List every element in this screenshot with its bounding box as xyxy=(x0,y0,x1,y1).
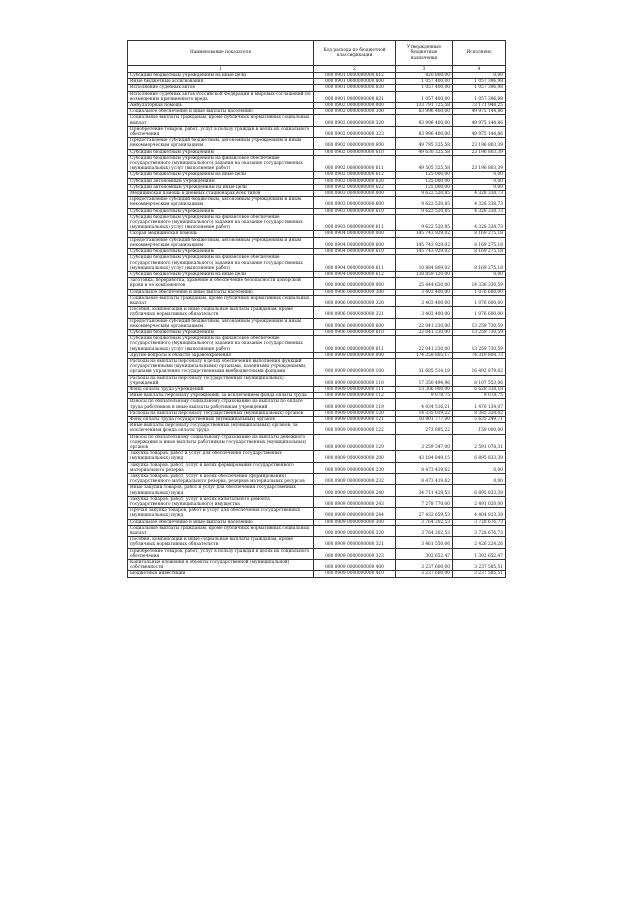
row-name: Пособия, компенсации и иные социальные выплаты гражданам, кроме публичных нормативных обязательств xyxy=(128,537,314,548)
row-name: Иные бюджетные ассигнования xyxy=(128,79,314,85)
row-plan: 22 041 230,00 xyxy=(396,336,453,353)
row-plan: 13 306 900,00 xyxy=(396,386,453,392)
table-row xyxy=(128,318,506,329)
row-plan: 9 622 520,85 xyxy=(396,191,453,197)
row-plan: 34 711 429,53 xyxy=(396,485,453,496)
row-exec: 1 076 600,00 xyxy=(453,307,506,318)
table-row xyxy=(128,451,506,462)
row-code: 000 0902 0000000000 323 xyxy=(314,126,396,137)
col-number: 4 xyxy=(453,66,506,73)
row-name: Предоставление субсидий бюджетным, автономным учреждениям и иным некоммерческим организациям xyxy=(128,197,314,208)
table-body xyxy=(128,73,506,578)
row-exec: 9 078,75 xyxy=(453,393,506,399)
row-name: Субсидии бюджетным учреждениям на финансовое обеспечение государственного (муниципального) задания на оказание государственных (муниципальных) услуг (выполнение работ) xyxy=(128,155,314,172)
table-row xyxy=(128,115,506,126)
row-exec: 1 057 396,98 xyxy=(453,79,506,85)
row-plan: 125 000,00 xyxy=(396,178,453,184)
row-exec: 0,00 xyxy=(453,474,506,485)
row-name: Медицинская помощь в дневных стационарах всех типов xyxy=(128,191,314,197)
row-code: 000 0906 0000000000 611 xyxy=(314,336,396,353)
row-exec: 74 310 808,73 xyxy=(453,352,506,358)
row-name: Социальное обеспечение и иные выплаты населению xyxy=(128,519,314,525)
row-exec: 13 259 730,59 xyxy=(453,329,506,335)
row-plan: 145 743 929,02 xyxy=(396,231,453,237)
table-row xyxy=(128,155,506,172)
row-plan: 7 278 770,00 xyxy=(396,496,453,507)
row-exec: 8 107 553,06 xyxy=(453,375,506,386)
row-plan: 174 358 805,17 xyxy=(396,352,453,358)
row-plan: 9 622 520,85 xyxy=(396,208,453,214)
row-exec: 2 491 020,00 xyxy=(453,496,506,507)
row-exec: 2 591 078,31 xyxy=(453,434,506,451)
row-name: Предоставление субсидий бюджетным, автономным учреждениям и иным некоммерческим организациям xyxy=(128,138,314,149)
row-name: Бюджетные инвестиции xyxy=(128,571,314,577)
row-code: 000 0903 0000000000 000 xyxy=(314,191,396,197)
row-plan: 22 041 230,00 xyxy=(396,318,453,329)
row-code: 000 0909 0000000000 240 xyxy=(314,485,396,496)
row-plan: 27 432 659,53 xyxy=(396,508,453,519)
row-name: Иные выплаты персоналу учреждений, за исключением фонда оплаты труда xyxy=(128,393,314,399)
row-code: 000 0906 0000000000 300 xyxy=(314,289,396,295)
row-exec: 159 000,00 xyxy=(453,423,506,434)
row-name: Субсидии бюджетным учреждениям на иные цели xyxy=(128,73,314,79)
table-row xyxy=(128,423,506,434)
row-exec: 0,00 xyxy=(453,462,506,473)
row-code: 000 0909 0000000000 119 xyxy=(314,399,396,410)
row-code: 000 0909 0000000000 300 xyxy=(314,519,396,525)
row-name: Капитальные вложения в объекты государственной (муниципальной) собственности xyxy=(128,560,314,571)
row-name: Субсидии бюджетным учреждениям на финансовое обеспечение государственного (муниципального) задания на оказание государственных (муниципальных) услуг (выполнение работ) xyxy=(128,336,314,353)
row-code: 000 0909 0000000000 122 xyxy=(314,423,396,434)
row-exec: 3 237 585,51 xyxy=(453,560,506,571)
row-name: Социальное обеспечение и иные выплаты населению xyxy=(128,109,314,115)
row-exec: 4 328 338,73 xyxy=(453,191,506,197)
table-row xyxy=(128,485,506,496)
row-name: Субсидии бюджетным учреждениям xyxy=(128,149,314,155)
row-code: 000 0902 0000000000 320 xyxy=(314,115,396,126)
row-name: Субсидии бюджетным учреждениям на иные цели xyxy=(128,172,314,178)
row-code: 000 0906 0000000000 600 xyxy=(314,318,396,329)
row-code: 000 0902 0000000000 611 xyxy=(314,155,396,172)
row-code: 000 0909 0000000000 121 xyxy=(314,416,396,422)
row-exec: 0,00 xyxy=(453,184,506,190)
row-plan: 1 057 400,00 xyxy=(396,85,453,91)
row-name: Расходы на выплаты персоналу государственных (муниципальных) учреждений xyxy=(128,375,314,386)
budget-execution-table xyxy=(127,40,506,578)
row-code: 000 0909 0000000000 244 xyxy=(314,508,396,519)
row-name: Социальное обеспечение и иные выплаты населению xyxy=(128,289,314,295)
row-name: Амбулаторная помощь xyxy=(128,103,314,109)
row-code: 000 0909 0000000000 230 xyxy=(314,462,396,473)
row-name: Субсидии бюджетным учреждениям xyxy=(128,329,314,335)
row-code: 000 0909 0000000000 100 xyxy=(314,358,396,375)
row-plan: 3 403 400,00 xyxy=(396,289,453,295)
row-exec: 0,00 xyxy=(453,172,506,178)
row-code: 000 0909 0000000000 243 xyxy=(314,496,396,507)
row-exec: 0,00 xyxy=(453,178,506,184)
row-exec: 6 895 833,39 xyxy=(453,485,506,496)
row-plan: 17 350 494,96 xyxy=(396,375,453,386)
row-name: Скорая медицинская помощь xyxy=(128,231,314,237)
row-plan: 8 473 419,62 xyxy=(396,462,453,473)
row-name: Социальные выплаты гражданам, кроме публичных нормативных социальных выплат xyxy=(128,295,314,306)
row-plan: 83 996 400,00 xyxy=(396,126,453,137)
row-exec: 4 328 338,73 xyxy=(453,214,506,231)
row-name: Приобретение товаров, работ, услуг в пользу граждан в целях их социального обеспечения xyxy=(128,126,314,137)
row-code: 000 0903 0000000000 611 xyxy=(314,214,396,231)
row-exec: 13 259 730,59 xyxy=(453,318,506,329)
row-exec: 49 975 144,86 xyxy=(453,126,506,137)
row-code: 000 0906 0000000000 610 xyxy=(314,329,396,335)
row-plan: 820 800,00 xyxy=(396,73,453,79)
row-exec: 8 169 275,18 xyxy=(453,231,506,237)
row-name: Субсидии бюджетным учреждениям на финансовое обеспечение государственного (муниципального) задания на оказание государственных (муниципальных) услуг (выполнение работ) xyxy=(128,214,314,231)
row-exec: 1 302 652,47 xyxy=(453,548,506,559)
table-row xyxy=(128,214,506,231)
table-row xyxy=(128,255,506,272)
table-header xyxy=(128,41,506,73)
row-code: 000 0902 0000000000 612 xyxy=(314,172,396,178)
table-row xyxy=(128,537,506,548)
col-number: 2 xyxy=(314,66,396,73)
row-name: Иные закупки товаров, работ и услуг для обеспечения государственных (муниципальных) нужд xyxy=(128,485,314,496)
row-code: 000 0904 0000000000 610 xyxy=(314,249,396,255)
row-exec: 16 492 879,02 xyxy=(453,358,506,375)
row-plan: 31 685 514,18 xyxy=(396,358,453,375)
row-name: Закупка товаров, работ, услуг в целях формирования государственного материального резерва xyxy=(128,462,314,473)
row-plan: 9 622 520,85 xyxy=(396,214,453,231)
row-exec: 4 404 813,39 xyxy=(453,508,506,519)
table-row xyxy=(128,336,506,353)
row-name: Расходы на выплаты персоналу государственных (муниципальных) органов xyxy=(128,410,314,416)
row-code: 000 0909 0000000000 320 xyxy=(314,525,396,536)
row-plan: 83 996 400,00 xyxy=(396,109,453,115)
row-code: 000 0902 0000000000 610 xyxy=(314,149,396,155)
row-name: Субсидии автономным учреждениям на иные цели xyxy=(128,184,314,190)
row-code: 000 0909 0000000000 400 xyxy=(314,560,396,571)
table-row xyxy=(128,307,506,318)
row-name: Прочая закупка товаров, работ и услуг для обеспечения государственных (муниципальных) нужд xyxy=(128,508,314,519)
row-name: Приобретение товаров, работ, услуг в пользу граждан в целях их социального обеспечения xyxy=(128,548,314,559)
header-exec: Исполнено xyxy=(453,41,506,66)
row-code: 000 0909 0000000000 232 xyxy=(314,474,396,485)
row-exec: 1 470 134,07 xyxy=(453,399,506,410)
table-row xyxy=(128,375,506,386)
row-plan: 3 237 600,00 xyxy=(396,560,453,571)
row-plan: 302 652,47 xyxy=(396,548,453,559)
row-code: 000 0902 0000000000 000 xyxy=(314,103,396,109)
row-exec: 3 728 676,73 xyxy=(453,519,506,525)
row-exec: 1 076 600,00 xyxy=(453,295,506,306)
row-exec: 14 336 330,59 xyxy=(453,278,506,289)
table-row xyxy=(128,560,506,571)
row-exec: 1 057 396,98 xyxy=(453,85,506,91)
row-code: 000 0904 0000000000 611 xyxy=(314,255,396,272)
row-exec: 8 385 328,02 xyxy=(453,410,506,416)
row-exec: 4 328 338,73 xyxy=(453,208,506,214)
row-name: Пособия, компенсации и иные социальные выплаты гражданам, кроме публичных нормативных обязательств xyxy=(128,307,314,318)
row-code: 000 0902 0000000000 622 xyxy=(314,184,396,190)
row-plan: 138 859 120,00 xyxy=(396,271,453,277)
table-row xyxy=(128,474,506,485)
row-plan: 43 184 849,15 xyxy=(396,451,453,462)
row-code: 000 0901 0000000000 612 xyxy=(314,73,396,79)
row-code: 000 0902 0000000000 300 xyxy=(314,109,396,115)
row-code: 000 0909 0000000000 000 xyxy=(314,352,396,358)
row-plan: 125 000,00 xyxy=(396,172,453,178)
row-plan: 3 764 202,53 xyxy=(396,525,453,536)
row-name: Предоставление субсидий бюджетным, автономным учреждениям и иным некоммерческим организациям xyxy=(128,318,314,329)
row-name: Взносы по обязательному социальному страхованию на выплаты денежного содержания и иные выплаты работникам государственных (муниципальных) органов xyxy=(128,434,314,451)
row-name: Закупка товаров, работ, услуг в целях обеспечения (формирования) государственного материального резерва, резервов материальных ресурсов xyxy=(128,474,314,485)
table-row xyxy=(128,126,506,137)
row-plan: 49 505 325,58 xyxy=(396,155,453,172)
row-code: 000 0906 0000000000 320 xyxy=(314,295,396,306)
row-code: 000 0901 0000000000 830 xyxy=(314,85,396,91)
table-row xyxy=(128,496,506,507)
row-plan: 3 764 202,53 xyxy=(396,519,453,525)
table-row xyxy=(128,548,506,559)
row-plan: 22 041 230,00 xyxy=(396,329,453,335)
table-row xyxy=(128,434,506,451)
row-code: 000 0909 0000000000 129 xyxy=(314,434,396,451)
row-exec: 1 076 600,00 xyxy=(453,289,506,295)
header-name: Наименование показателя xyxy=(128,41,314,66)
row-code: 000 0906 0000000000 321 xyxy=(314,307,396,318)
row-name: Субсидии автономным учреждениям xyxy=(128,178,314,184)
row-exec: 23 196 803,39 xyxy=(453,138,506,149)
row-plan: 1 057 400,00 xyxy=(396,91,453,102)
row-exec: 49 975 144,86 xyxy=(453,115,506,126)
row-plan: 49 795 325,58 xyxy=(396,138,453,149)
row-name: Исполнение судебных актов xyxy=(128,85,314,91)
row-plan: 10 884 809,02 xyxy=(396,255,453,272)
row-name: Субсидии бюджетным учреждениям на иные цели xyxy=(128,271,314,277)
row-code: 000 0909 0000000000 110 xyxy=(314,375,396,386)
row-code: 000 0901 0000000000 831 xyxy=(314,91,396,102)
row-exec: 8 169 275,18 xyxy=(453,249,506,255)
row-name: Субсидии бюджетным учреждениям xyxy=(128,208,314,214)
row-plan: 49 630 325,58 xyxy=(396,149,453,155)
row-code: 000 0909 0000000000 410 xyxy=(314,571,396,577)
table-row xyxy=(128,138,506,149)
row-name: Субсидии бюджетным учреждениям на финансовое обеспечение государственного (муниципального) задания на оказание государственных (муниципальных) услуг (выполнение работ) xyxy=(128,255,314,272)
row-plan: 3 403 400,00 xyxy=(396,307,453,318)
row-code: 000 0909 0000000000 323 xyxy=(314,548,396,559)
row-name: Субсидии бюджетным учреждениям xyxy=(128,249,314,255)
row-name: Закупка товаров, работ, услуг в целях капитального ремонта государственного (муниципального) имущества xyxy=(128,496,314,507)
row-code: 000 0902 0000000000 600 xyxy=(314,138,396,149)
row-plan: 125 000,00 xyxy=(396,184,453,190)
row-name: Фонд оплаты труда учреждений xyxy=(128,386,314,392)
table-row xyxy=(128,91,506,102)
row-plan: 4 034 516,21 xyxy=(396,399,453,410)
row-exec: 13 259 730,59 xyxy=(453,336,506,353)
row-plan: 3 259 347,00 xyxy=(396,434,453,451)
row-exec: 0,00 xyxy=(453,73,506,79)
row-code: 000 0906 0000000000 000 xyxy=(314,278,396,289)
row-name: Закупка товаров, работ и услуг для обеспечения государственных (муниципальных) нужд xyxy=(128,451,314,462)
row-exec: 2 426 224,26 xyxy=(453,537,506,548)
row-exec: 6 628 338,18 xyxy=(453,386,506,392)
row-plan: 10 801 777,00 xyxy=(396,416,453,422)
row-code: 000 0909 0000000000 111 xyxy=(314,386,396,392)
row-name: Иные выплаты персоналу государственных (муниципальных) органов, за исключением фонда оплаты труда xyxy=(128,423,314,434)
row-code: 000 0903 0000000000 610 xyxy=(314,208,396,214)
row-exec: 8 169 275,18 xyxy=(453,255,506,272)
row-code: 000 0909 0000000000 120 xyxy=(314,410,396,416)
row-plan: 14 335 019,22 xyxy=(396,410,453,416)
row-plan: 3 403 400,00 xyxy=(396,295,453,306)
table-row xyxy=(128,462,506,473)
col-number: 3 xyxy=(396,66,453,73)
row-exec: 1 057 396,98 xyxy=(453,91,506,102)
row-code: 000 0904 0000000000 600 xyxy=(314,237,396,248)
row-plan: 25 444 630,00 xyxy=(396,278,453,289)
row-plan: 145 743 929,02 xyxy=(396,249,453,255)
row-name: Фонд оплаты труда государственных (муниципальных) органов xyxy=(128,416,314,422)
row-name: Заготовка, переработка, хранение и обеспечение безопасности донорской крови и ее компонентов xyxy=(128,278,314,289)
table-row xyxy=(128,508,506,519)
row-exec: 6 895 833,39 xyxy=(453,451,506,462)
table-row xyxy=(128,278,506,289)
row-code: 000 0904 0000000000 612 xyxy=(314,271,396,277)
row-plan: 83 996 400,00 xyxy=(396,115,453,126)
row-exec: 49 975 144,86 xyxy=(453,109,506,115)
row-plan: 3 461 550,06 xyxy=(396,537,453,548)
row-plan: 9 622 520,85 xyxy=(396,197,453,208)
row-name: Взносы по обязательному социальному страхованию на выплаты по оплате труда работников и иные выплаты работникам учреждений xyxy=(128,399,314,410)
row-code: 000 0904 0000000000 000 xyxy=(314,231,396,237)
row-exec: 23 196 803,39 xyxy=(453,149,506,155)
table-row xyxy=(128,525,506,536)
row-plan: 3 237 600,00 xyxy=(396,571,453,577)
row-code: 000 0909 0000000000 321 xyxy=(314,537,396,548)
col-number: 1 xyxy=(128,66,314,73)
row-code: 000 0901 0000000000 800 xyxy=(314,79,396,85)
table-row xyxy=(128,358,506,375)
row-exec: 8 169 275,18 xyxy=(453,237,506,248)
row-code: 000 0903 0000000000 600 xyxy=(314,197,396,208)
table-row xyxy=(128,197,506,208)
row-code: 000 0909 0000000000 112 xyxy=(314,393,396,399)
row-plan: 133 791 725,58 xyxy=(396,103,453,109)
row-plan: 273 895,22 xyxy=(396,423,453,434)
row-exec: 4 328 338,73 xyxy=(453,197,506,208)
row-name: Социальные выплаты гражданам, кроме публичных нормативных социальных выплат xyxy=(128,525,314,536)
row-code: 000 0909 0000000000 200 xyxy=(314,451,396,462)
row-name: Предоставление субсидий бюджетным, автономным учреждениям и иным некоммерческим организациям xyxy=(128,237,314,248)
header-code: Код расхода по бюджетной классификации xyxy=(314,41,396,66)
row-name: Расходы на выплаты персоналу в целях обеспечения выполнения функций государственными (муниципальными) органами, казенными учреждениями, органами управления государственными внебюджетными фондами xyxy=(128,358,314,375)
row-plan: 1 057 400,00 xyxy=(396,79,453,85)
row-plan: 145 743 929,02 xyxy=(396,237,453,248)
row-plan: 9 078,75 xyxy=(396,393,453,399)
row-exec: 0,00 xyxy=(453,271,506,277)
row-exec: 3 728 676,73 xyxy=(453,525,506,536)
table-row xyxy=(128,399,506,410)
header-plan: Утвержденные бюджетные назначения xyxy=(396,41,453,66)
row-code: 000 0902 0000000000 620 xyxy=(314,178,396,184)
row-name: Другие вопросы в области здравоохранения xyxy=(128,352,314,358)
row-exec: 73 171 948,25 xyxy=(453,103,506,109)
row-exec: 5 635 249,71 xyxy=(453,416,506,422)
row-exec: 3 237 585,51 xyxy=(453,571,506,577)
table-row xyxy=(128,237,506,248)
row-name: Социальные выплаты гражданам, кроме публичных нормативных социальных выплат xyxy=(128,115,314,126)
row-exec: 23 196 803,39 xyxy=(453,155,506,172)
table-row xyxy=(128,571,506,577)
table-row xyxy=(128,295,506,306)
row-plan: 8 473 419,62 xyxy=(396,474,453,485)
row-name: Исполнение судебных актов Российской Федерации и мировых соглашений по возмещению причиненного вреда xyxy=(128,91,314,102)
